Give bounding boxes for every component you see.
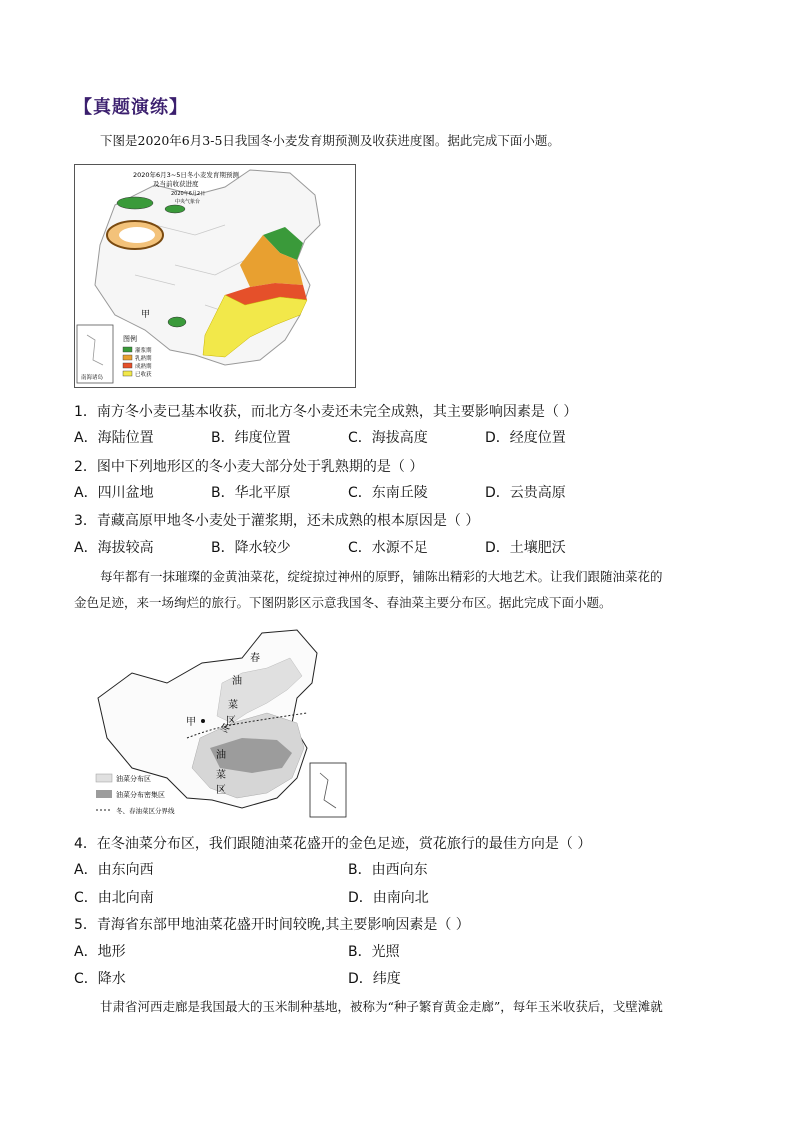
section-title: 【真题演练】 <box>74 97 188 118</box>
q2-option-c[interactable]: C．东南丘陵 <box>348 485 428 501</box>
q5-option-d[interactable]: D．纬度 <box>348 971 401 987</box>
legend-item-4: 已收获 <box>135 372 152 378</box>
q4-option-c[interactable]: C．由北向南 <box>74 890 154 906</box>
question-3: 3．青藏高原甲地冬小麦处于灌浆期，还未成熟的根本原因是（ ） <box>74 513 480 529</box>
passage-3: 甘肃省河西走廊是我国最大的玉米制种基地，被称为“种子繁育黄金走廊”，每年玉米收获后，戈壁滩就 <box>100 999 663 1014</box>
label-qu-1: 区 <box>226 716 236 727</box>
label-jia: 甲 <box>141 310 151 320</box>
wheat-map <box>74 164 356 388</box>
q3-option-a[interactable]: A．海拔较高 <box>74 540 154 556</box>
legend-item-1: 灌浆期 <box>135 348 152 354</box>
label-cai-1: 菜 <box>228 700 238 711</box>
label-dong: 冬 <box>220 724 230 735</box>
q1-option-d[interactable]: D．经度位置 <box>485 430 566 446</box>
passage-2-line-1: 每年都有一抹璀璨的金黄油菜花，绽绽掠过神州的原野，铺陈出精彩的大地艺术。让我们跟随油菜花的 <box>100 569 663 584</box>
tibet-green <box>168 317 186 327</box>
passage-1: 下图是2020年6月3-5日我国冬小麦发育期预测及收获进度图。据此完成下面小题。 <box>100 133 560 148</box>
label-you-2: 油 <box>216 750 226 761</box>
q4-option-a[interactable]: A．由东向西 <box>74 862 154 878</box>
label-cai-2: 菜 <box>216 770 226 781</box>
q5-option-c[interactable]: C．降水 <box>74 971 126 987</box>
label-chun: 春 <box>250 653 260 664</box>
q5-option-b[interactable]: B．光照 <box>348 944 400 960</box>
inset-label: 南海诸岛 <box>81 375 104 381</box>
south-sea-inset <box>310 763 346 817</box>
q3-option-b[interactable]: B．降水较少 <box>211 540 291 556</box>
map2-legend-1: 油菜分布区 <box>116 775 151 783</box>
legend-title: 图例 <box>123 335 137 343</box>
q4-option-d[interactable]: D．由南向北 <box>348 890 429 906</box>
label-qu-2: 区 <box>216 785 226 796</box>
wheat-map-svg <box>75 165 355 387</box>
q3-option-d[interactable]: D．土壤肥沃 <box>485 540 566 556</box>
map1-date: 2020年6月2日 <box>171 191 206 197</box>
q2-option-a[interactable]: A．四川盆地 <box>74 485 154 501</box>
map2-legend-3: 冬、春油菜区分界线 <box>116 807 175 815</box>
legend-item-2: 乳熟期 <box>135 356 152 362</box>
map1-title-1: 2020年6月3~5日冬小麦发育期预测 <box>133 171 239 179</box>
legend-item-3: 成熟期 <box>135 364 152 370</box>
label-you-1: 油 <box>232 676 242 687</box>
question-2: 2．图中下列地形区的冬小麦大部分处于乳熟期的是（ ） <box>74 459 424 475</box>
q1-option-b[interactable]: B．纬度位置 <box>211 430 291 446</box>
question-5: 5．青海省东部甲地油菜花盛开时间较晚,其主要影响因素是（ ） <box>74 917 470 933</box>
label-jia-2: 甲 <box>186 717 196 728</box>
rapeseed-map <box>92 628 350 820</box>
q3-option-c[interactable]: C．水源不足 <box>348 540 428 556</box>
question-4: 4．在冬油菜分布区，我们跟随油菜花盛开的金色足迹，赏花旅行的最佳方向是（ ） <box>74 836 592 852</box>
q2-option-d[interactable]: D．云贵高原 <box>485 485 566 501</box>
question-1: 1．南方冬小麦已基本收获，而北方冬小麦还未完全成熟，其主要影响因素是（ ） <box>74 404 578 420</box>
map1-agency: 中央气象台 <box>175 199 201 205</box>
rapeseed-map-svg <box>92 628 350 820</box>
q4-option-b[interactable]: B．由西向东 <box>348 862 428 878</box>
q1-option-c[interactable]: C．海拔高度 <box>348 430 428 446</box>
q2-option-b[interactable]: B．华北平原 <box>211 485 291 501</box>
passage-2-line-2: 金色足迹，来一场绚烂的旅行。下图阴影区示意我国冬、春油菜主要分布区。据此完成下面小题。 <box>74 595 612 610</box>
q1-option-a[interactable]: A．海陆位置 <box>74 430 154 446</box>
map2-legend-2: 油菜分布密集区 <box>116 791 165 799</box>
map1-title-2: 及当前收获进度 <box>153 180 199 188</box>
xinjiang-green <box>117 197 153 209</box>
q5-option-a[interactable]: A．地形 <box>74 944 126 960</box>
